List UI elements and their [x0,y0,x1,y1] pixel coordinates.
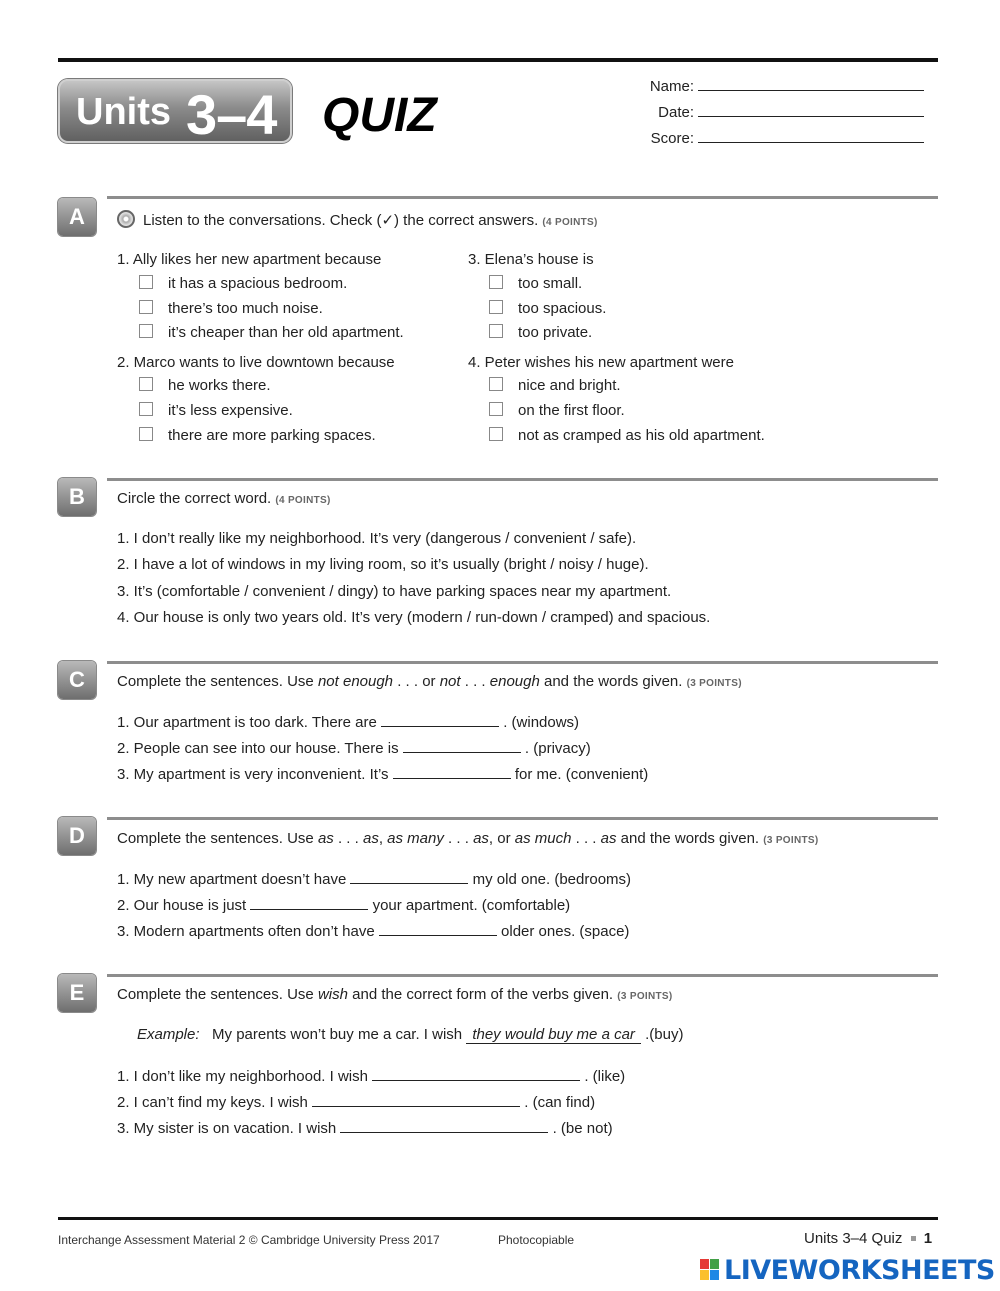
date-field[interactable] [698,102,924,117]
section-e-instruction: Complete the sentences. Use wish and the correct form of the verbs given. (3 POINTS) [117,986,673,1003]
bullet-icon [911,1236,916,1241]
section-b-badge: B [58,478,96,516]
section-a-points: (4 POINTS) [542,217,598,228]
logo-block-green [710,1259,719,1269]
answer-option[interactable]: not as cramped as his old apartment. [489,427,765,444]
answer-blank[interactable] [312,1093,520,1107]
section-c-instruction: Complete the sentences. Use not enough . . . or not . . . enough and the words given. (3 POINTS) [117,673,742,690]
answer-blank[interactable] [381,713,499,727]
answer-blank[interactable] [372,1067,580,1081]
list-item: 1. I don’t like my neighborhood. I wish . (like) [117,1068,626,1085]
section-e-points: (3 POINTS) [617,991,673,1002]
answer-option[interactable]: too small. [489,275,582,292]
answer-option[interactable]: too spacious. [489,300,606,317]
date-row [646,102,924,121]
units-badge [58,79,292,146]
checkbox[interactable] [489,324,503,338]
checkbox[interactable] [139,377,153,391]
answer-blank[interactable] [340,1119,548,1133]
score-label: Score: [650,130,694,147]
page-number: 1 [923,1230,933,1247]
answer-blank[interactable] [250,896,368,910]
footer-photocopiable: Photocopiable [498,1233,575,1247]
list-item: 2. People can see into our house. There is . (privacy) [117,740,591,757]
answer-option[interactable]: nice and bright. [489,377,621,394]
question-stem: 3. Elena’s house is [468,251,594,268]
list-item: 2. I can’t find my keys. I wish . (can find) [117,1094,596,1111]
section-c-badge: C [58,661,96,699]
answer-option[interactable]: there are more parking spaces. [139,427,376,444]
date-label: Date: [658,104,694,121]
checkbox[interactable] [489,402,503,416]
checkbox[interactable] [139,402,153,416]
liveworksheets-logo[interactable] [700,1255,995,1286]
section-e-rule [107,974,938,977]
checkbox[interactable] [489,427,503,441]
liveworksheets-icon [700,1259,720,1281]
section-a-rule [107,196,938,199]
logo-block-yellow [700,1270,709,1280]
section-d-badge: D [58,817,96,855]
score-row [646,128,924,147]
section-c-points: (3 POINTS) [686,678,742,689]
bottom-rule [58,1217,938,1220]
answer-blank[interactable] [403,739,521,753]
checkbox[interactable] [489,275,503,289]
section-b-points: (4 POINTS) [275,495,331,506]
name-label: Name: [649,78,694,95]
checkbox[interactable] [489,377,503,391]
answer-option[interactable]: too private. [489,324,592,341]
units-word: Units [76,91,171,133]
section-a-instruction: Listen to the conversations. Check (✓) the correct answers. (4 POINTS) [117,210,598,229]
liveworksheets-text: LIVEWORKSHEETS [724,1255,995,1286]
section-c-rule [107,661,938,664]
question-stem: 4. Peter wishes his new apartment were [468,354,734,371]
list-item: 3. My apartment is very inconvenient. It’s for me. (convenient) [117,766,649,783]
list-item[interactable]: 4. Our house is only two years old. It’s very (modern / run-down / cramped) and spacious. [117,609,711,626]
checkbox[interactable] [139,324,153,338]
logo-block-red [700,1259,709,1269]
top-rule [58,58,938,62]
list-item[interactable]: 1. I don’t really like my neighborhood. It’s very (dangerous / convenient / safe). [117,530,637,547]
section-d-rule [107,817,938,820]
list-item: 1. My new apartment doesn’t have my old one. (bedrooms) [117,871,632,888]
answer-blank[interactable] [393,765,511,779]
checkbox[interactable] [139,427,153,441]
section-e-badge: E [58,974,96,1012]
list-item: 2. Our house is just your apartment. (comfortable) [117,897,571,914]
name-row [646,76,924,95]
list-item[interactable]: 2. I have a lot of windows in my living room, so it’s usually (bright / noisy / huge). [117,556,649,573]
section-b-rule [107,478,938,481]
question-stem: 1. Ally likes her new apartment because [117,251,382,268]
example-answer: they would buy me a car [466,1026,641,1044]
answer-option[interactable]: there’s too much noise. [139,300,323,317]
answer-option[interactable]: it’s less expensive. [139,402,293,419]
list-item: 3. My sister is on vacation. I wish . (be not) [117,1120,613,1137]
footer-copyright: Interchange Assessment Material 2 © Cambridge University Press 2017 [58,1233,440,1247]
score-field[interactable] [698,128,924,143]
section-b-instruction: Circle the correct word. (4 POINTS) [117,490,331,507]
question-stem: 2. Marco wants to live downtown because [117,354,395,371]
list-item[interactable]: 3. It’s (comfortable / convenient / dingy) to have parking spaces near my apartment. [117,583,672,600]
audio-cd-icon[interactable] [117,210,135,228]
page-title: QUIZ [322,89,437,142]
answer-option[interactable]: it has a spacious bedroom. [139,275,347,292]
logo-block-blue [710,1270,719,1280]
checkbox[interactable] [139,300,153,314]
example-label: Example: [137,1026,200,1043]
section-a-badge: A [58,198,96,236]
checkbox[interactable] [489,300,503,314]
answer-blank[interactable] [350,870,468,884]
section-d-points: (3 POINTS) [763,835,819,846]
section-d-instruction: Complete the sentences. Use as . . . as, as many . . . as, or as much . . . as and the words given. (3 POINTS) [117,830,819,847]
answer-option[interactable]: it’s cheaper than her old apartment. [139,324,404,341]
footer-page-label: Units 3–4 Quiz 1 [804,1230,933,1247]
name-field[interactable] [698,76,924,91]
example-line: Example: My parents won’t buy me a car. I wish they would buy me a car .(buy) [137,1026,684,1043]
units-range: 3–4 [186,83,277,146]
answer-option[interactable]: he works there. [139,377,271,394]
checkbox[interactable] [139,275,153,289]
answer-blank[interactable] [379,922,497,936]
list-item: 3. Modern apartments often don’t have older ones. (space) [117,923,630,940]
answer-option[interactable]: on the first floor. [489,402,625,419]
list-item: 1. Our apartment is too dark. There are . (windows) [117,714,580,731]
